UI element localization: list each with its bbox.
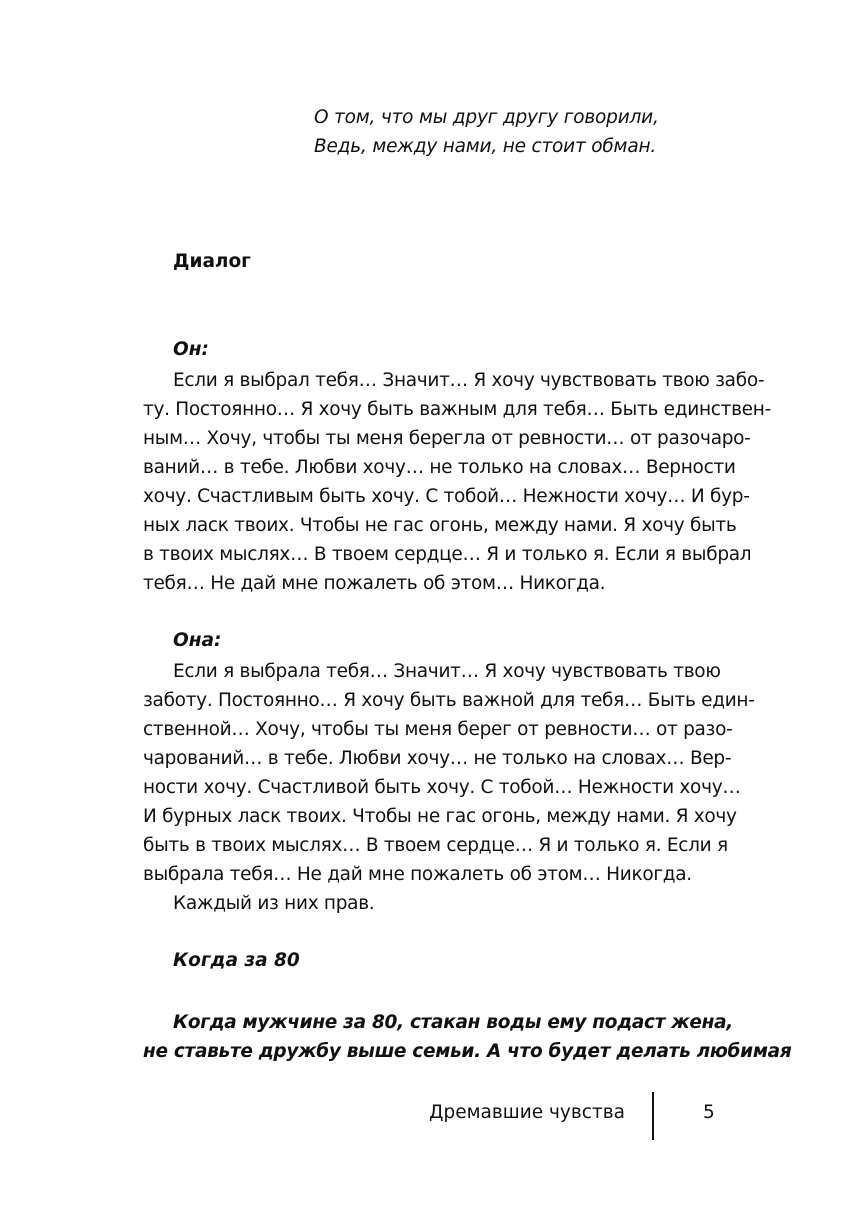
section-paragraph	[143, 1008, 792, 1066]
poem-line: Ведь, между нами, не стоит обман.	[314, 136, 657, 157]
paragraph-line: ваний… в тебе. Любви хочу… не только на словах… Верности	[143, 457, 736, 478]
paragraph-line: быть в твоих мыслях… В твоем сердце… Я и только я. Если я	[143, 835, 728, 856]
running-footer-title: Дремавшие чувства	[429, 1102, 625, 1123]
paragraph-line: Если я выбрала тебя… Значит… Я хочу чувствовать твою	[173, 661, 721, 682]
paragraph-line: Если я выбрал тебя… Значит… Я хочу чувствовать твою забо-	[173, 370, 765, 391]
paragraph-line: ных ласк твоих. Чтобы не гас огонь, между нами. Я хочу быть	[143, 515, 737, 536]
speaker-he: Он:	[173, 339, 209, 360]
paragraph-line: тебя… Не дай мне пожалеть об этом… Никогда.	[143, 573, 606, 594]
paragraph-line: ности хочу. Счастливой быть хочу. С тобой… Нежности хочу…	[143, 777, 741, 798]
paragraph-line: хочу. Счастливым быть хочу. С тобой… Нежности хочу… И бур-	[143, 486, 750, 507]
poem-line: О том, что мы друг другу говорили,	[314, 107, 659, 128]
he-paragraph	[143, 366, 771, 598]
paragraph-line: выбрала тебя… Не дай мне пожалеть об этом… Никогда.	[143, 864, 692, 885]
footer-divider	[652, 1092, 654, 1140]
conclusion-line: Каждый из них прав.	[173, 893, 375, 914]
paragraph-line: ту. Постоянно… Я хочу быть важным для тебя… Быть единствен-	[143, 399, 771, 420]
poem-stanza	[314, 103, 659, 161]
dialog-heading: Диалог	[173, 251, 251, 272]
paragraph-line: в твоих мыслях… В твоем сердце… Я и только я. Если я выбрал	[143, 544, 752, 565]
paragraph-line: ным… Хочу, чтобы ты меня берегла от ревности… от разочаро-	[143, 428, 751, 449]
paragraph-line: заботу. Постоянно… Я хочу быть важной для тебя… Быть един-	[143, 690, 755, 711]
page-number: 5	[703, 1102, 715, 1123]
paragraph-line: Когда мужчине за 80, стакан воды ему подаст жена,	[173, 1012, 734, 1033]
paragraph-line: чарований… в тебе. Любви хочу… не только на словах… Вер-	[143, 748, 732, 769]
paragraph-line: ственной… Хочу, чтобы ты меня берег от ревности… от разо-	[143, 719, 733, 740]
section-heading: Когда за 80	[173, 950, 300, 971]
paragraph-line: И бурных ласк твоих. Чтобы не гас огонь, между нами. Я хочу	[143, 806, 737, 827]
paragraph-line: не ставьте дружбу выше семьи. А что будет делать любимая	[143, 1041, 792, 1062]
speaker-she: Она:	[173, 630, 222, 651]
she-paragraph	[143, 657, 755, 918]
